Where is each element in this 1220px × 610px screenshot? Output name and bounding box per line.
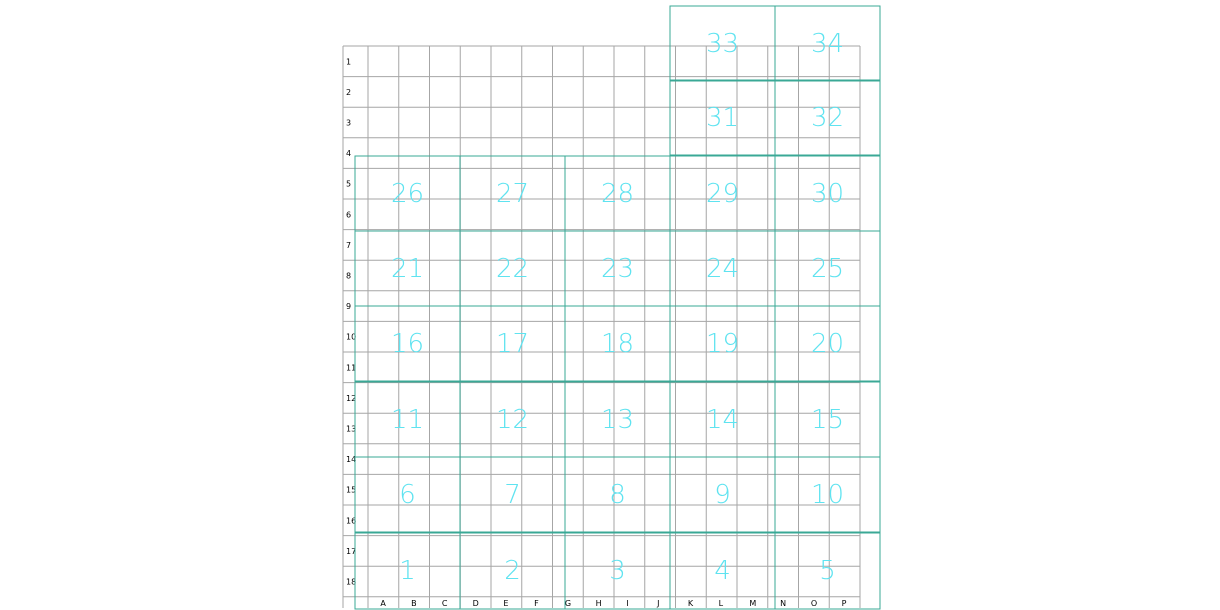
cell-number: 13 xyxy=(600,405,635,435)
column-label: G xyxy=(564,599,572,608)
cell-29 xyxy=(670,156,775,231)
cell-number: 12 xyxy=(495,405,530,435)
cell-number: 3 xyxy=(609,556,626,586)
cell-number: 5 xyxy=(819,556,836,586)
cell-number: 21 xyxy=(390,254,425,284)
cell-number: 31 xyxy=(705,103,740,133)
cell-18 xyxy=(565,306,670,381)
cell-6 xyxy=(355,457,460,532)
row-label: 14 xyxy=(346,455,357,465)
cell-10 xyxy=(775,457,880,532)
row-label: 4 xyxy=(346,149,352,159)
cell-2 xyxy=(460,533,565,609)
row-label: 3 xyxy=(346,118,352,128)
row-label: 12 xyxy=(346,393,357,403)
column-label: H xyxy=(595,599,602,608)
cell-number: 9 xyxy=(714,480,731,510)
cell-20 xyxy=(775,306,880,381)
cell-number: 25 xyxy=(810,254,845,284)
row-label: 10 xyxy=(346,332,357,342)
column-label: M xyxy=(749,599,757,608)
cell-17 xyxy=(460,306,565,381)
cell-28 xyxy=(565,156,670,231)
cell-number: 23 xyxy=(600,254,635,284)
column-label: L xyxy=(718,599,724,608)
cell-number: 8 xyxy=(609,480,626,510)
cell-number: 15 xyxy=(810,405,845,435)
cell-number: 1 xyxy=(399,556,416,586)
column-label: K xyxy=(687,599,694,608)
row-label: 17 xyxy=(346,546,357,556)
cell-4 xyxy=(670,533,775,609)
cell-26 xyxy=(355,156,460,231)
cell-number: 27 xyxy=(495,179,530,209)
row-label: 5 xyxy=(346,179,352,189)
cell-21 xyxy=(355,231,460,306)
cell-number: 29 xyxy=(705,179,740,209)
row-label: 13 xyxy=(346,424,357,434)
cell-number: 33 xyxy=(705,29,740,59)
cell-number: 6 xyxy=(399,480,416,510)
cell-22 xyxy=(460,231,565,306)
row-label: 8 xyxy=(346,271,352,281)
cell-8 xyxy=(565,457,670,532)
row-label: 2 xyxy=(346,87,352,97)
cell-31 xyxy=(670,80,775,155)
row-label: 15 xyxy=(346,485,357,495)
cell-25 xyxy=(775,231,880,306)
column-label: B xyxy=(411,599,417,608)
cell-32 xyxy=(775,80,880,155)
cell-number: 10 xyxy=(810,480,845,510)
cell-12 xyxy=(460,382,565,457)
cell-33 xyxy=(670,6,775,81)
row-label: 16 xyxy=(346,516,357,526)
row-label: 11 xyxy=(346,363,357,373)
cell-number: 34 xyxy=(810,29,845,59)
cell-14 xyxy=(670,382,775,457)
cell-27 xyxy=(460,156,565,231)
column-label: N xyxy=(780,599,787,608)
cell-13 xyxy=(565,382,670,457)
cell-number: 19 xyxy=(705,329,740,359)
column-label: A xyxy=(380,599,386,608)
cell-number: 18 xyxy=(600,329,635,359)
cell-number: 14 xyxy=(705,405,740,435)
column-label: D xyxy=(472,599,479,608)
row-label: 7 xyxy=(346,240,352,250)
numbered-cells xyxy=(355,6,880,609)
cell-number: 20 xyxy=(810,329,845,359)
cell-number: 16 xyxy=(390,329,425,359)
cell-3 xyxy=(565,533,670,609)
cell-1 xyxy=(355,533,460,609)
cell-9 xyxy=(670,457,775,532)
row-label: 1 xyxy=(346,57,352,67)
cell-7 xyxy=(460,457,565,532)
column-label: O xyxy=(810,599,818,608)
row-label: 18 xyxy=(346,577,357,587)
row-label: 6 xyxy=(346,210,352,220)
cell-number: 30 xyxy=(810,179,845,209)
cell-24 xyxy=(670,231,775,306)
column-label: E xyxy=(503,599,509,608)
reference-grid xyxy=(343,46,860,608)
cell-number: 22 xyxy=(495,254,530,284)
cell-34 xyxy=(775,6,880,81)
cell-23 xyxy=(565,231,670,306)
cell-5 xyxy=(775,533,880,609)
cell-number: 17 xyxy=(495,329,530,359)
cell-number: 24 xyxy=(705,254,740,284)
column-label: F xyxy=(534,599,539,608)
cell-number: 2 xyxy=(504,556,521,586)
cell-30 xyxy=(775,156,880,231)
cell-15 xyxy=(775,382,880,457)
column-label: J xyxy=(657,599,660,608)
cell-16 xyxy=(355,306,460,381)
cell-19 xyxy=(670,306,775,381)
cell-number: 11 xyxy=(390,405,425,435)
cell-number: 32 xyxy=(810,103,845,133)
cell-number: 7 xyxy=(504,480,521,510)
column-label: I xyxy=(626,599,629,608)
cell-number: 26 xyxy=(390,179,425,209)
cell-11 xyxy=(355,382,460,457)
cell-number: 4 xyxy=(714,556,731,586)
column-label: P xyxy=(841,599,847,608)
row-label: 9 xyxy=(346,302,352,312)
column-label: C xyxy=(441,599,448,608)
cell-number: 28 xyxy=(600,179,635,209)
